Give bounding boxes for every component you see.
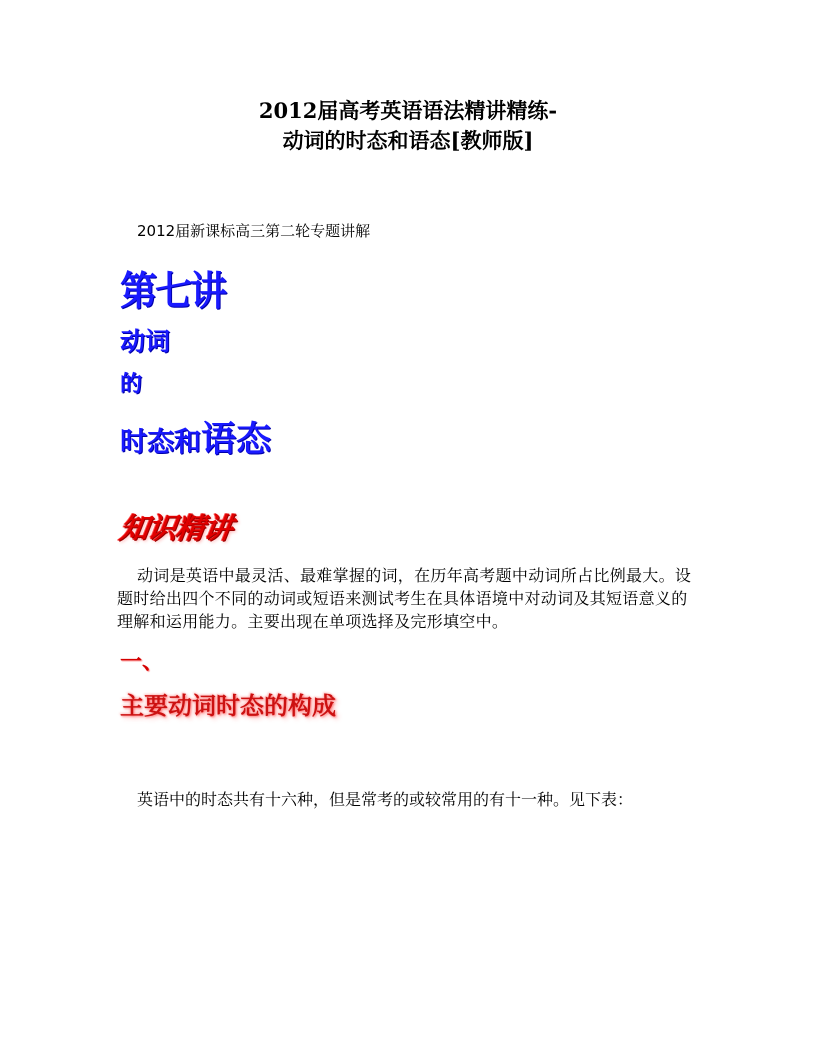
section-number: 一、 [120,650,165,675]
document-title [0,96,816,156]
topic-heading-verb: 动词 [120,327,171,356]
section-heading: 主要动词时态的构成 [120,692,336,720]
topic-heading-voice: 语态 [201,420,272,460]
topic-heading-tense-voice [120,412,271,462]
subtitle: 2012届新课标高三第二轮专题讲解 [137,222,371,240]
title-line-2: 动词的时态和语态[教师版] [282,128,534,153]
tense-intro-paragraph: 英语中的时态共有十六种，但是常考的或较常用的有十一种。见下表： [137,790,634,809]
knowledge-heading: 知识精讲 [117,511,235,545]
topic-heading-tense: 时态和 [120,427,201,458]
topic-heading-de: 的 [120,372,143,397]
intro-paragraph: 动词是英语中最灵活、最难掌握的词，在历年高考题中动词所占比例最大。设题时给出四个不同的动词或短语来测试考生在具体语境中对动词及其短语意义的理解和运用能力。主要出现在单项选择及完形填空中。 [117,566,692,631]
title-line-1: 2012届高考英语语法精讲精练- [258,98,558,123]
lecture-number-heading: 第七讲 [120,267,225,315]
